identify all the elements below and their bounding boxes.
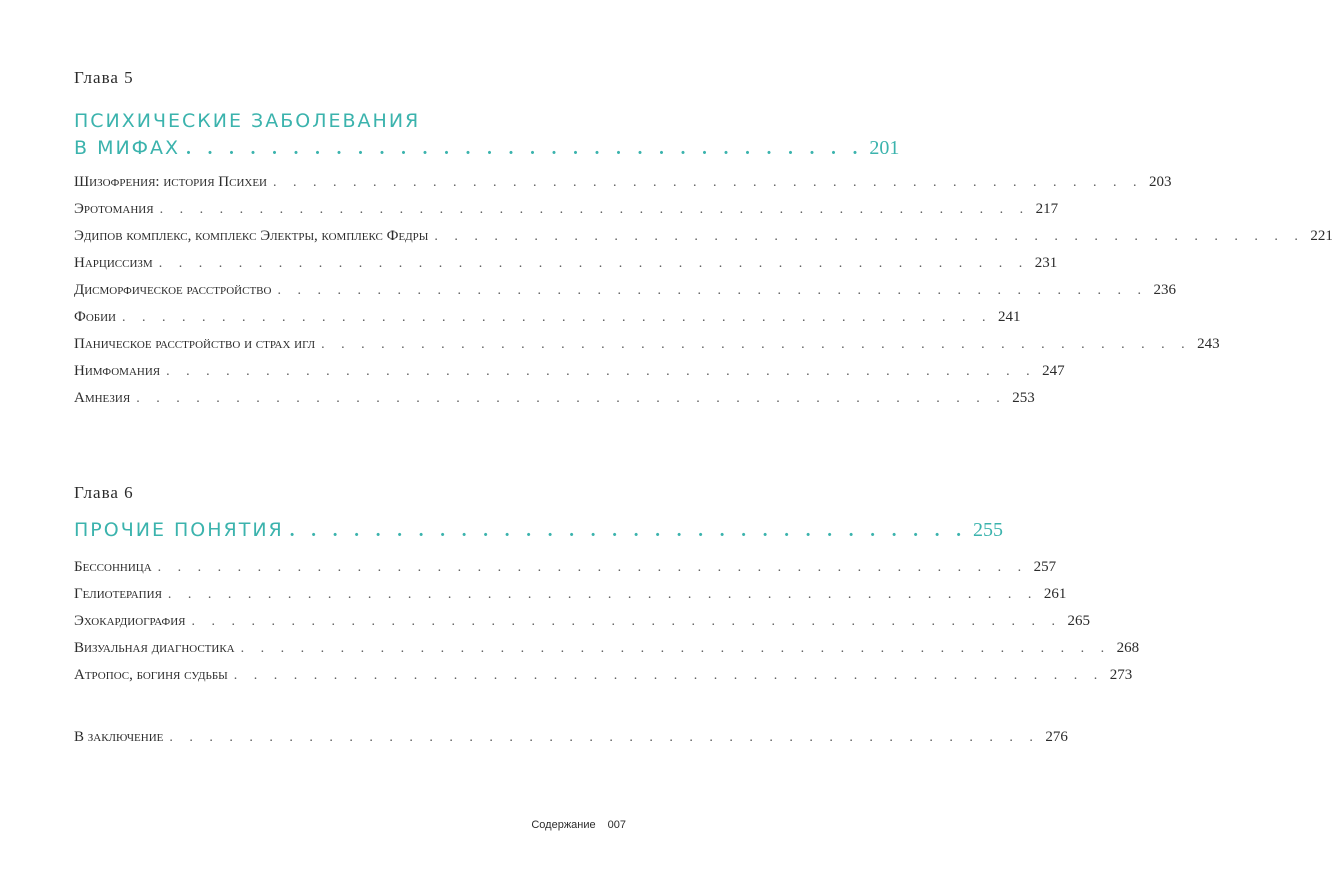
toc-entry-title: Атропос, богиня судьбы <box>74 667 228 683</box>
leader-dots: . . . . . . . . . . . . . . . . . . . . . . . . . . . . . . . . . . . . . . . . . . . . <box>240 641 1111 656</box>
toc-entry-title: Гелиотерапия <box>74 586 162 602</box>
toc-entry-title: Фобии <box>74 309 116 325</box>
toc-entry-title: Визуальная диагностика <box>74 640 235 656</box>
toc-entry[interactable] <box>74 201 1059 227</box>
toc-entry-page: 221 <box>1310 228 1333 244</box>
toc-entry-title: Амнезия <box>74 390 131 406</box>
leader-dots: . . . . . . . . . . . . . . . . . . . . . . . . . . . . . . . . . . . . . . . . . . . . <box>159 202 1030 217</box>
toc-entry[interactable] <box>74 390 1035 416</box>
chapter-5-title[interactable] <box>74 108 900 162</box>
toc-entry[interactable] <box>74 309 1021 335</box>
toc-entry[interactable] <box>74 255 1058 281</box>
toc-entry-title: Дисморфическое расстройство <box>74 282 272 298</box>
toc-entry-title: Эротомания <box>74 201 154 217</box>
toc-entry[interactable] <box>74 586 1067 612</box>
leader-dots: . . . . . . . . . . . . . . . . . . . . . . . . . . . . . . . . . . . . . . . . . . . . <box>273 175 1144 190</box>
leader-dots: . . . . . . . . . . . . . . . . . . . . . . . . . . . . . . . . . . . . . . . . . . . . <box>157 560 1028 575</box>
toc-entry-page: 236 <box>1153 282 1176 298</box>
toc-entry-page: 203 <box>1149 174 1172 190</box>
chapter-5-title-line1: ПСИХИЧЕСКИЕ ЗАБОЛЕВАНИЯ <box>74 110 421 132</box>
leader-dots: . . . . . . . . . . . . . . . . . . . . . . . . . . . . . . . . <box>186 138 864 159</box>
leader-dots: . . . . . . . . . . . . . . . . . . . . . . . . . . . . . . . . . . . . . . . . . . . . <box>169 730 1040 745</box>
chapter-5-label: Глава 5 <box>74 68 134 87</box>
chapter-5-page: 201 <box>869 137 900 159</box>
toc-entry-page: 261 <box>1043 586 1067 602</box>
toc-entry-title: Нимфомания <box>74 363 161 379</box>
toc-entry-title: Паническое расстройство и страх игл <box>74 336 316 352</box>
toc-entry-page: 257 <box>1033 559 1057 575</box>
toc-entry[interactable] <box>74 336 1220 362</box>
leader-dots: . . . . . . . . . . . . . . . . . . . . . . . . . . . . . . . . . . . . . . . . . . . . <box>122 310 992 325</box>
toc-entry[interactable] <box>74 640 1140 666</box>
chapter-6-title-line1: ПРОЧИЕ ПОНЯТИЯ <box>74 519 284 541</box>
toc-entry-page: 231 <box>1034 255 1058 271</box>
toc-entry-page: 241 <box>998 309 1021 325</box>
toc-entry-title: Эхокардиография <box>74 613 186 629</box>
chapter-6-page: 255 <box>972 519 1003 541</box>
toc-entry-page: 253 <box>1012 390 1035 406</box>
leader-dots: . . . . . . . . . . . . . . . . . . . . . . . . . . . . . . . . . . . . . . . . . . . . <box>158 256 1029 271</box>
toc-entry[interactable] <box>74 174 1172 200</box>
toc-entry[interactable] <box>74 282 1176 308</box>
toc-entry-conclusion[interactable] <box>74 729 1068 755</box>
leader-dots: . . . . . . . . . . . . . . . . . . . . . . . . . . . . . . . . . . . . . . . . . . . . <box>434 229 1305 244</box>
toc-entry-title: Бессонница <box>74 559 152 575</box>
toc-entry-page: 276 <box>1045 729 1068 745</box>
toc-entry[interactable] <box>74 228 1333 254</box>
toc-entry-page: 265 <box>1067 613 1090 629</box>
toc-entry-page: 268 <box>1116 640 1140 656</box>
chapter-6-label: Глава 6 <box>74 483 134 502</box>
leader-dots: . . . . . . . . . . . . . . . . . . . . . . . . . . . . . . . . . . . . . . . . . . . . <box>321 337 1192 352</box>
toc-entry[interactable] <box>74 559 1057 585</box>
leader-dots: . . . . . . . . . . . . . . . . . . . . . . . . . . . . . . . . . . . . . . . . . . . . <box>191 614 1062 629</box>
chapter-6-title[interactable] <box>74 517 1003 544</box>
leader-dots: . . . . . . . . . . . . . . . . . . . . . . . . . . . . . . . . . . . . . . . . . . . . <box>166 364 1037 379</box>
toc-entry[interactable] <box>74 363 1065 389</box>
toc-entry-title: Эдипов комплекс, комплекс Электры, комплекс Федры <box>74 228 429 244</box>
leader-dots: . . . . . . . . . . . . . . . . . . . . . . . . . . . . . . . . <box>289 520 967 541</box>
leader-dots: . . . . . . . . . . . . . . . . . . . . . . . . . . . . . . . . . . . . . . . . . . . . <box>277 283 1148 298</box>
page-footer <box>500 819 626 831</box>
chapter-5-title-line2: В МИФАХ <box>74 137 181 159</box>
toc-entry-page: 217 <box>1035 201 1059 217</box>
footer-section-title: Содержание <box>531 819 596 831</box>
toc-entry-page: 243 <box>1197 336 1220 352</box>
leader-dots: . . . . . . . . . . . . . . . . . . . . . . . . . . . . . . . . . . . . . . . . . . . . <box>233 668 1104 683</box>
footer-page-number: 007 <box>607 819 626 831</box>
toc-entry[interactable] <box>74 667 1133 693</box>
toc-entry-page: 273 <box>1109 667 1133 683</box>
toc-entry-page: 247 <box>1042 363 1065 379</box>
toc-entry-title: Нарциссизм <box>74 255 153 271</box>
toc-entry-title: В заключение <box>74 729 164 745</box>
toc-entry-title: Шизофрения: история Психеи <box>74 174 268 190</box>
leader-dots: . . . . . . . . . . . . . . . . . . . . . . . . . . . . . . . . . . . . . . . . . . . . <box>167 587 1038 602</box>
leader-dots: . . . . . . . . . . . . . . . . . . . . . . . . . . . . . . . . . . . . . . . . . . . . <box>136 391 1007 406</box>
toc-entry[interactable] <box>74 613 1090 639</box>
